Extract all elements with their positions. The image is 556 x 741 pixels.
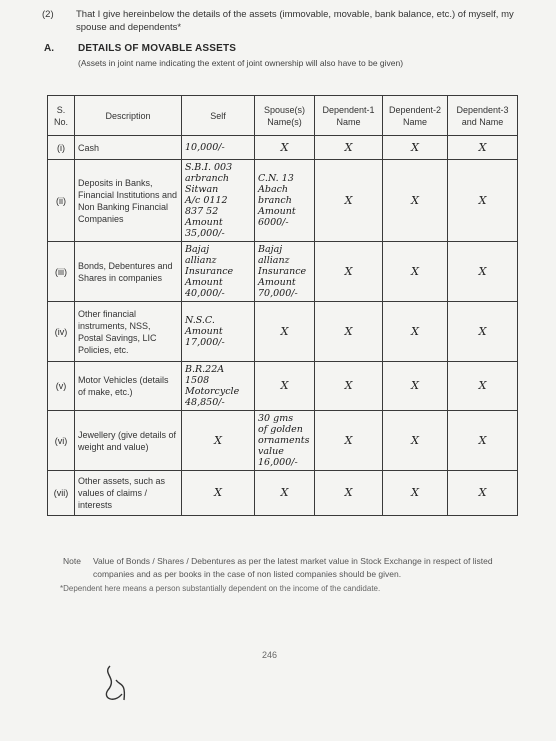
handwritten-entry-line: 10,000/- <box>185 142 225 153</box>
handwritten-entry-line: 1508 <box>185 375 210 386</box>
handwritten-entry-line: S.B.I. 003 <box>185 162 233 173</box>
handwritten-entry-line: Amount <box>185 326 223 337</box>
handwritten-entry-line: arbranch <box>185 173 230 184</box>
cell-sno: (vii) <box>48 471 75 516</box>
header-dependent-3: Dependent-3 and Name <box>448 96 518 136</box>
handwritten-entry-line: Motorcycle <box>185 386 240 397</box>
table-row <box>48 302 518 362</box>
header-dependent-2: Dependent-2 Name <box>383 96 448 136</box>
cell-spouse-cross: X <box>255 302 315 362</box>
cell-dep1-cross: X <box>315 242 383 302</box>
handwritten-entry-line: 70,000/- <box>258 288 298 299</box>
handwritten-signature <box>96 660 136 710</box>
handwritten-entry-line: value <box>258 446 284 457</box>
table-row <box>48 136 518 160</box>
cell-dep3-cross: X <box>448 362 518 411</box>
cell-dep3-cross: X <box>448 411 518 471</box>
cell-description: Other financial instruments, NSS, Postal Savings, LIC Policies, etc. <box>75 302 182 362</box>
cell-dep2-cross: X <box>383 471 448 516</box>
cell-description: Bonds, Debentures and Shares in companies <box>75 242 182 302</box>
note-text: Value of Bonds / Shares / Debentures as per the latest market value in Stock Exchange in respect of listed companies and as per books in the case of non listed companies should be given. <box>93 556 493 579</box>
cell-dep1-cross: X <box>315 411 383 471</box>
cell-spouse-cross: X <box>255 136 315 160</box>
note-label: Note <box>63 556 81 566</box>
table-row <box>48 471 518 516</box>
section-title: DETAILS OF MOVABLE ASSETS <box>78 43 237 54</box>
handwritten-entry-line: branch <box>258 195 292 206</box>
cell-sno: (ii) <box>48 160 75 242</box>
cell-dep3-cross: X <box>448 136 518 160</box>
cell-dep1-cross: X <box>315 160 383 242</box>
header-spouse: Spouse(s) Name(s) <box>255 96 315 136</box>
handwritten-entry-line: ornaments <box>258 435 310 446</box>
handwritten-entry-line: 30 gms <box>258 413 294 424</box>
cell-self-handwritten <box>182 136 255 160</box>
cell-sno: (iii) <box>48 242 75 302</box>
handwritten-entry-line: Sitwan <box>185 184 219 195</box>
dependent-footnote: *Dependent here means a person substantially dependent on the income of the candidate. <box>60 584 381 593</box>
cell-dep2-cross: X <box>383 160 448 242</box>
handwritten-entry-line: Amount <box>258 277 296 288</box>
handwritten-entry-line: C.N. 13 <box>258 173 294 184</box>
cell-spouse-cross: X <box>255 471 315 516</box>
handwritten-entry-line: allianz <box>258 255 290 266</box>
cell-dep1-cross: X <box>315 362 383 411</box>
table-row <box>48 242 518 302</box>
handwritten-entry-line: 17,000/- <box>185 337 225 348</box>
handwritten-entry-line: Insurance <box>185 266 234 277</box>
cell-dep2-cross: X <box>383 302 448 362</box>
intro-number: (2) <box>42 9 54 20</box>
section-letter: A. <box>44 43 54 54</box>
table-row <box>48 160 518 242</box>
cell-description: Other assets, such as values of claims / interests <box>75 471 182 516</box>
cell-self-handwritten <box>182 160 255 242</box>
cell-self-handwritten <box>182 242 255 302</box>
cell-dep3-cross: X <box>448 160 518 242</box>
handwritten-entry-line: Amount <box>258 206 296 217</box>
cell-self-cross: X <box>182 411 255 471</box>
cell-sno: (i) <box>48 136 75 160</box>
handwritten-entry-line: 48,850/- <box>185 397 225 408</box>
cell-sno: (v) <box>48 362 75 411</box>
cell-dep2-cross: X <box>383 242 448 302</box>
cell-dep2-cross: X <box>383 362 448 411</box>
handwritten-entry-line: Amount <box>185 217 223 228</box>
cell-description: Cash <box>75 136 182 160</box>
cell-dep3-cross: X <box>448 242 518 302</box>
intro-text: That I give hereinbelow the details of the assets (immovable, movable, bank balance, etc.) of myself, my spouse and dependents* <box>76 9 514 33</box>
cell-description: Jewellery (give details of weight and value) <box>75 411 182 471</box>
handwritten-entry-line: Bajaj <box>185 244 210 255</box>
cell-self-cross: X <box>182 471 255 516</box>
table-row <box>48 411 518 471</box>
table-header-row <box>48 96 518 136</box>
handwritten-entry-line: 6000/- <box>258 217 289 228</box>
handwritten-entry-line: allianz <box>185 255 217 266</box>
movable-assets-table <box>47 95 518 516</box>
handwritten-entry-line: 16,000/- <box>258 457 298 468</box>
cell-spouse-handwritten <box>255 242 315 302</box>
cell-sno: (vi) <box>48 411 75 471</box>
cell-dep2-cross: X <box>383 136 448 160</box>
table-row <box>48 362 518 411</box>
handwritten-entry-line: 837 52 <box>185 206 219 217</box>
header-sno: S. No. <box>48 96 75 136</box>
handwritten-entry-line: 40,000/- <box>185 288 225 299</box>
cell-sno: (iv) <box>48 302 75 362</box>
header-dependent-1: Dependent-1 Name <box>315 96 383 136</box>
header-description: Description <box>75 96 182 136</box>
handwritten-entry-line: B.R.22A <box>185 364 225 375</box>
handwritten-entry-line: Bajaj <box>258 244 283 255</box>
cell-self-handwritten <box>182 362 255 411</box>
handwritten-entry-line: N.S.C. <box>185 315 215 326</box>
header-self: Self <box>182 96 255 136</box>
section-note: (Assets in joint name indicating the extent of joint ownership will also have to be given) <box>78 58 404 68</box>
cell-description: Deposits in Banks, Financial Institutions and Non Banking Financial Companies <box>75 160 182 242</box>
handwritten-entry-line: A/c 0112 <box>185 195 228 206</box>
cell-dep3-cross: X <box>448 471 518 516</box>
page-number: 246 <box>262 650 278 660</box>
handwritten-entry-line: 35,000/- <box>185 228 225 239</box>
cell-spouse-cross: X <box>255 362 315 411</box>
handwritten-entry-line: Amount <box>185 277 223 288</box>
cell-dep1-cross: X <box>315 302 383 362</box>
handwritten-entry-line: Insurance <box>258 266 307 277</box>
cell-dep1-cross: X <box>315 136 383 160</box>
cell-spouse-handwritten <box>255 160 315 242</box>
handwritten-entry-line: Abach <box>258 184 289 195</box>
cell-spouse-handwritten <box>255 411 315 471</box>
cell-dep2-cross: X <box>383 411 448 471</box>
cell-self-handwritten <box>182 302 255 362</box>
cell-description: Motor Vehicles (details of make, etc.) <box>75 362 182 411</box>
handwritten-entry-line: of golden <box>258 424 303 435</box>
cell-dep3-cross: X <box>448 302 518 362</box>
cell-dep1-cross: X <box>315 471 383 516</box>
